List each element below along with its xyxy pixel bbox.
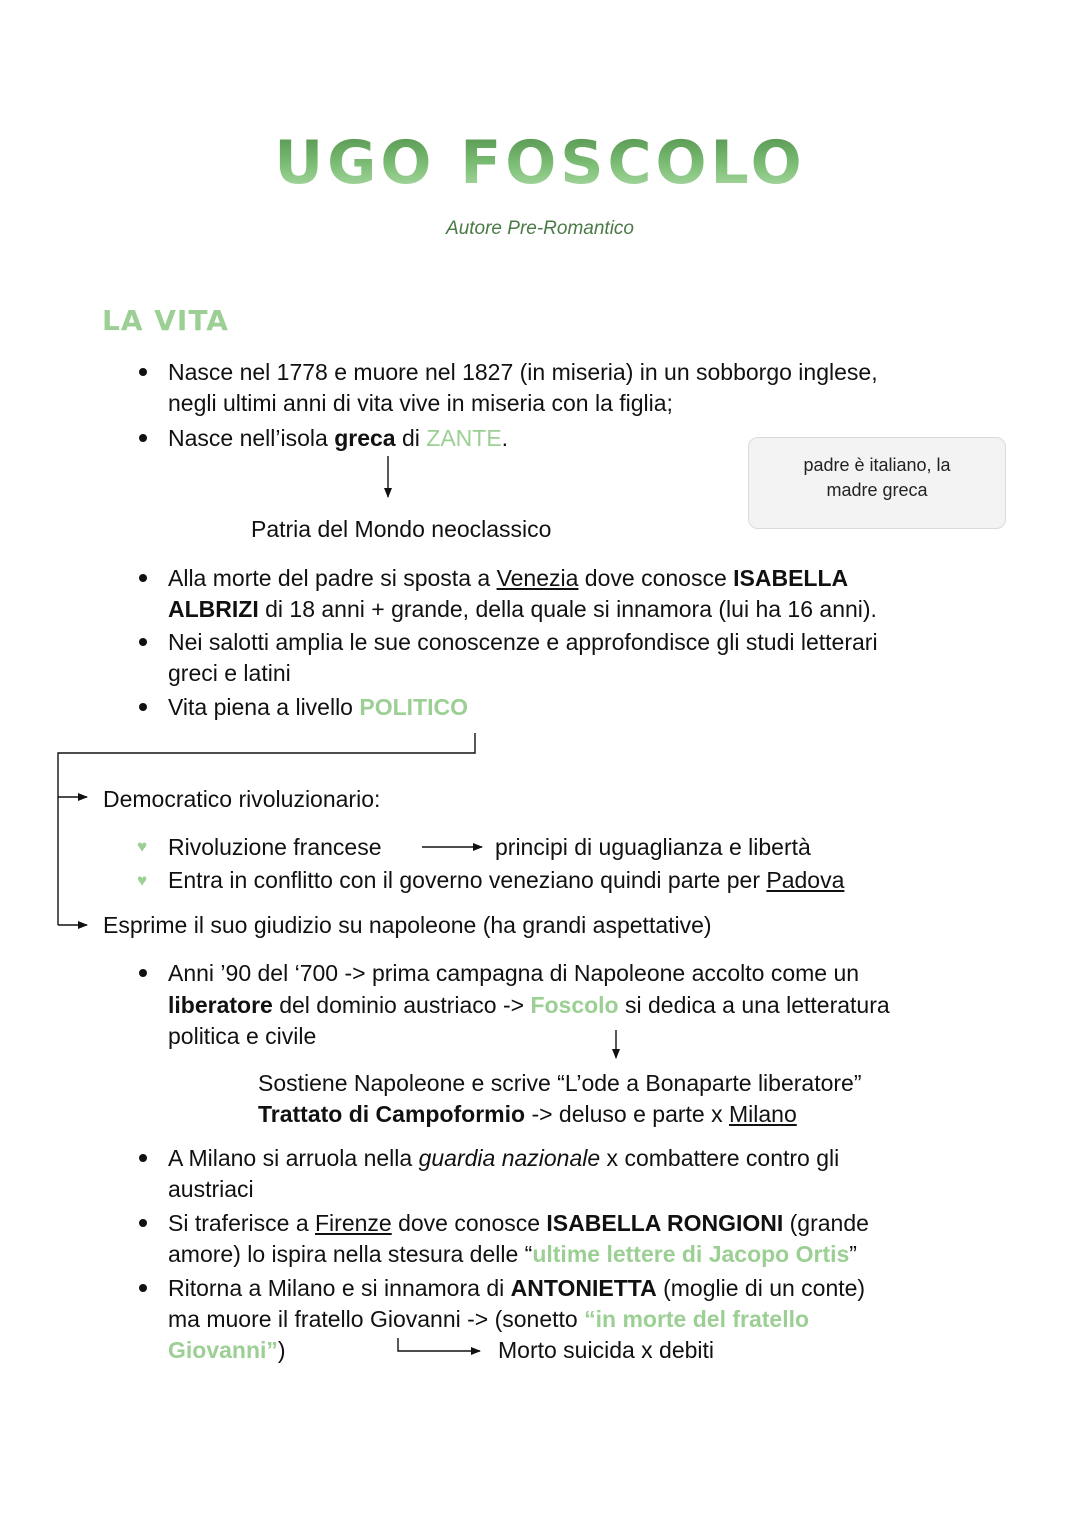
antonietta-line1: Ritorna a Milano e si innamora di ANTONIETTA (moglie di un conte)	[168, 1275, 866, 1301]
ortis-highlight: ultime lettere di Jacopo Ortis	[532, 1241, 850, 1267]
esprime-heading: Esprime il suo giudizio su napoleone (ha grandi aspettative)	[103, 912, 712, 938]
bullet-nascita-line1: Nasce nel 1778 e muore nel 1827 (in miseria) in un sobborgo inglese,	[168, 359, 878, 385]
section-title: LA VITA	[102, 304, 229, 337]
bullet-dot	[139, 638, 147, 646]
sonetto-highlight: “in morte del fratello	[584, 1306, 810, 1332]
antonietta-line2: ma muore il fratello Giovanni -> (sonetto “in morte del fratello	[168, 1306, 810, 1332]
bullet-dot	[139, 434, 147, 442]
page-title: UGO FOSCOLO	[0, 128, 1080, 198]
rivoluzione-text: Rivoluzione francese	[168, 834, 382, 860]
conflitto-text: Entra in conflitto con il governo veneziano quindi parte per Padova	[168, 867, 845, 893]
bullet-salotti-line1: Nei salotti amplia le sue conoscenze e approfondisce gli studi letterari	[168, 629, 878, 655]
patria-text: Patria del Mondo neoclassico	[251, 516, 552, 542]
suicida-text: Morto suicida x debiti	[498, 1337, 715, 1363]
bullet-nascita-line2: negli ultimi anni di vita vive in miseria con la figlia;	[168, 390, 673, 416]
bullet-dot	[139, 969, 147, 977]
bullet-politico: Vita piena a livello POLITICO	[168, 694, 468, 720]
note-line1: padre è italiano, la	[803, 455, 951, 475]
bullet-dot	[139, 1154, 147, 1162]
milano-line1: A Milano si arruola nella guardia nazionale x combattere contro gli	[168, 1145, 840, 1171]
zante-highlight: ZANTE	[426, 425, 502, 451]
note-box	[748, 437, 1006, 529]
bullet-dot	[139, 1219, 147, 1227]
firenze-line1: Si traferisce a Firenze dove conosce ISABELLA RONGIONI (grande	[168, 1210, 869, 1236]
bullet-venezia-line1: Alla morte del padre si sposta a Venezia dove conosce ISABELLA	[168, 565, 849, 591]
bullet-dot	[139, 703, 147, 711]
bullet-salotti-line2: greci e latini	[168, 660, 291, 686]
napoleone-line3: politica e civile	[168, 1023, 317, 1049]
milano-line2: austriaci	[168, 1176, 254, 1202]
heart-icon: ♥	[137, 837, 148, 856]
democratico-heading: Democratico rivoluzionario:	[103, 786, 381, 812]
bullet-venezia-line2: ALBRIZI di 18 anni + grande, della quale si innamora (lui ha 16 anni).	[168, 596, 877, 622]
campoformio-text: Trattato di Campoformio -> deluso e parte x Milano	[258, 1101, 797, 1127]
arrow-suicida	[398, 1338, 480, 1351]
note-line2: madre greca	[826, 480, 928, 500]
ode-text: Sostiene Napoleone e scrive “L’ode a Bonaparte liberatore”	[258, 1070, 862, 1096]
politico-highlight: POLITICO	[359, 694, 468, 720]
bullet-dot	[139, 1284, 147, 1292]
bullet-zante: Nasce nell’isola greca di ZANTE.	[168, 425, 509, 451]
antonietta-line3: Giovanni”)	[168, 1337, 286, 1363]
napoleone-line1: Anni ’90 del ‘700 -> prima campagna di Napoleone accolto come un	[168, 960, 860, 986]
napoleone-line2: liberatore del dominio austriaco -> Foscolo si dedica a una letteratura	[168, 992, 890, 1018]
heart-icon: ♥	[137, 871, 148, 890]
bullet-dot	[139, 574, 147, 582]
page-subtitle: Autore Pre-Romantico	[446, 218, 634, 239]
politico-bracket	[58, 733, 475, 925]
bullet-dot	[139, 368, 147, 376]
principi-text: principi di uguaglianza e libertà	[495, 834, 811, 860]
firenze-line2: amore) lo ispira nella stesura delle “ultime lettere di Jacopo Ortis”	[168, 1241, 857, 1267]
foscolo-highlight: Foscolo	[530, 992, 619, 1018]
